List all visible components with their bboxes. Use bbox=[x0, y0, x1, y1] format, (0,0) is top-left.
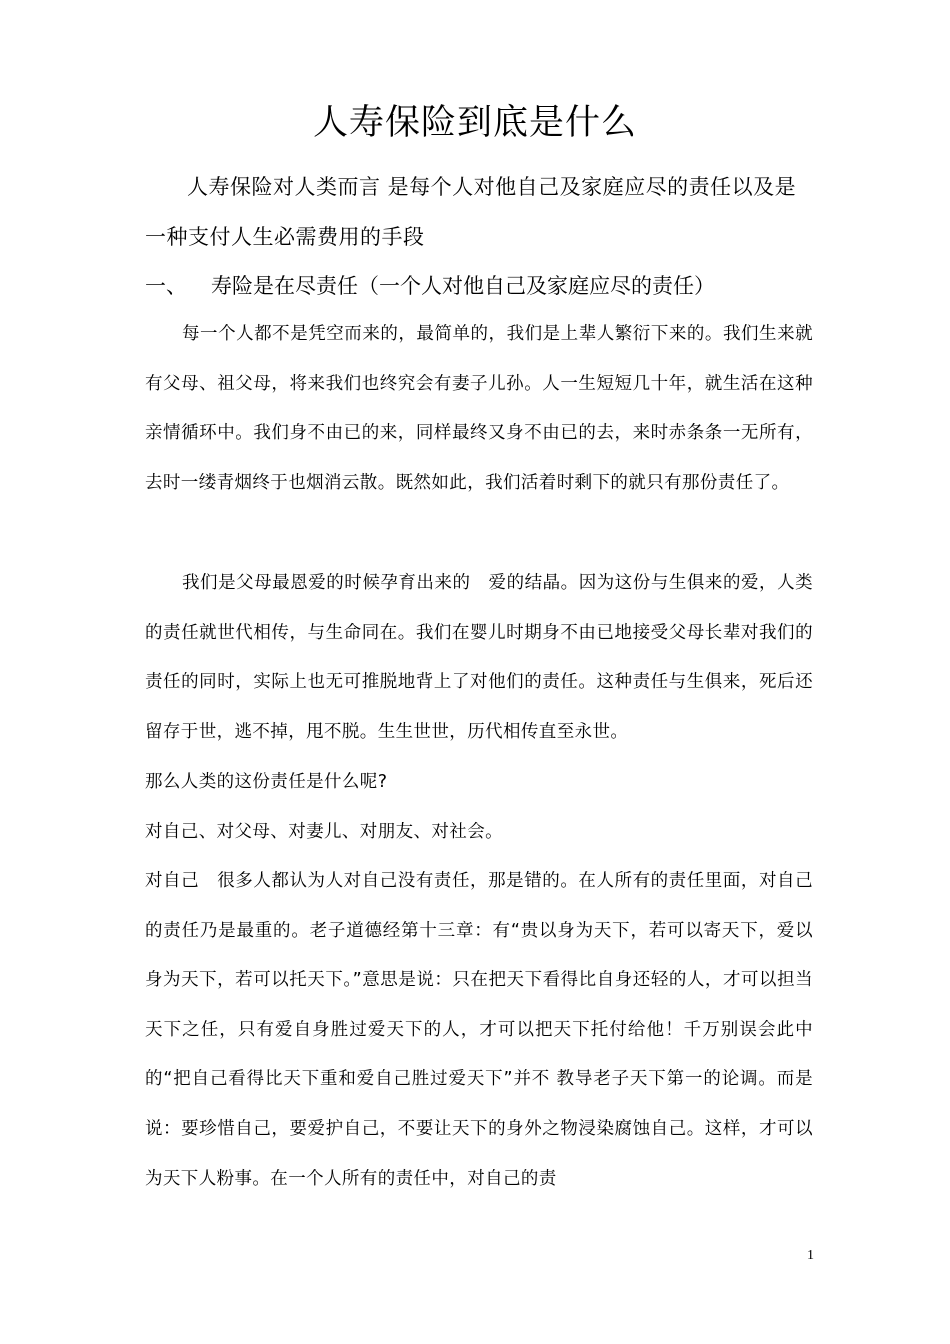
body-paragraph: 那么人类的这份责任是什么呢? bbox=[145, 772, 388, 792]
document-title: 人寿保险到底是什么 bbox=[312, 103, 637, 143]
section-number: 一、 bbox=[145, 274, 187, 298]
section-heading bbox=[145, 266, 813, 306]
body-paragraph: 我们是父母最恩爱的时候孕育出来的 爱的结晶。因为这份与生俱来的爱，人类的责任就世代相传，与生命同在。我们在婴儿时期身不由已地接受父母长辈对我们的责任的同时，实际上也无可推脱地背上了对他们的责任。这种责任与生俱来，死后还留存于世，逃不掉，甩不脱。生生世世，历代相传直至永世。 bbox=[145, 573, 813, 742]
body-paragraph: 每一个人都不是凭空而来的，最简单的，我们是上辈人繁衍下来的。我们生来就有父母、祖父母，将来我们也终究会有妻子儿孙。人一生短短几十年，就生活在这种亲情循环中。我们身不由已的来，同样最终又身不由已的去，来时赤条条一无所有，去时一缕青烟终于也烟消云散。既然如此，我们活着时剩下的就只有那份责任了。 bbox=[145, 324, 813, 493]
section-heading-text: 寿险是在尽责任（一个人对他自己及家庭应尽的责任） bbox=[211, 274, 715, 298]
page-number: 1 bbox=[807, 1248, 814, 1263]
intro-paragraph: 人寿保险对人类而言 是每个人对他自己及家庭应尽的责任以及是一种支付人生必需费用的手段 bbox=[145, 175, 797, 249]
body-paragraph: 对自己、对父母、对妻儿、对朋友、对社会。 bbox=[145, 822, 503, 842]
body-paragraph: 对自己 很多人都认为人对自己没有责任，那是错的。在人所有的责任里面，对自己的责任乃是最重的。老子道德经第十三章：有“贵以身为天下，若可以寄天下，爱以身为天下，若可以托天下。”意思是说：只在把天下看得比自身还轻的人，才可以担当天下之任，只有爱自身胜过爱天下的人，才可以把天下托付给他！千万别误会此中的“把自己看得比天下重和爱自己胜过爱天下”并不 教导老子天下第一的论调。而是说：要珍惜自己，要爱护自己，不要让天下的身外之物浸染腐蚀自己。这样，才可以为天下人粉事。在一个人所有的责任中，对自己的责 bbox=[145, 871, 813, 1189]
